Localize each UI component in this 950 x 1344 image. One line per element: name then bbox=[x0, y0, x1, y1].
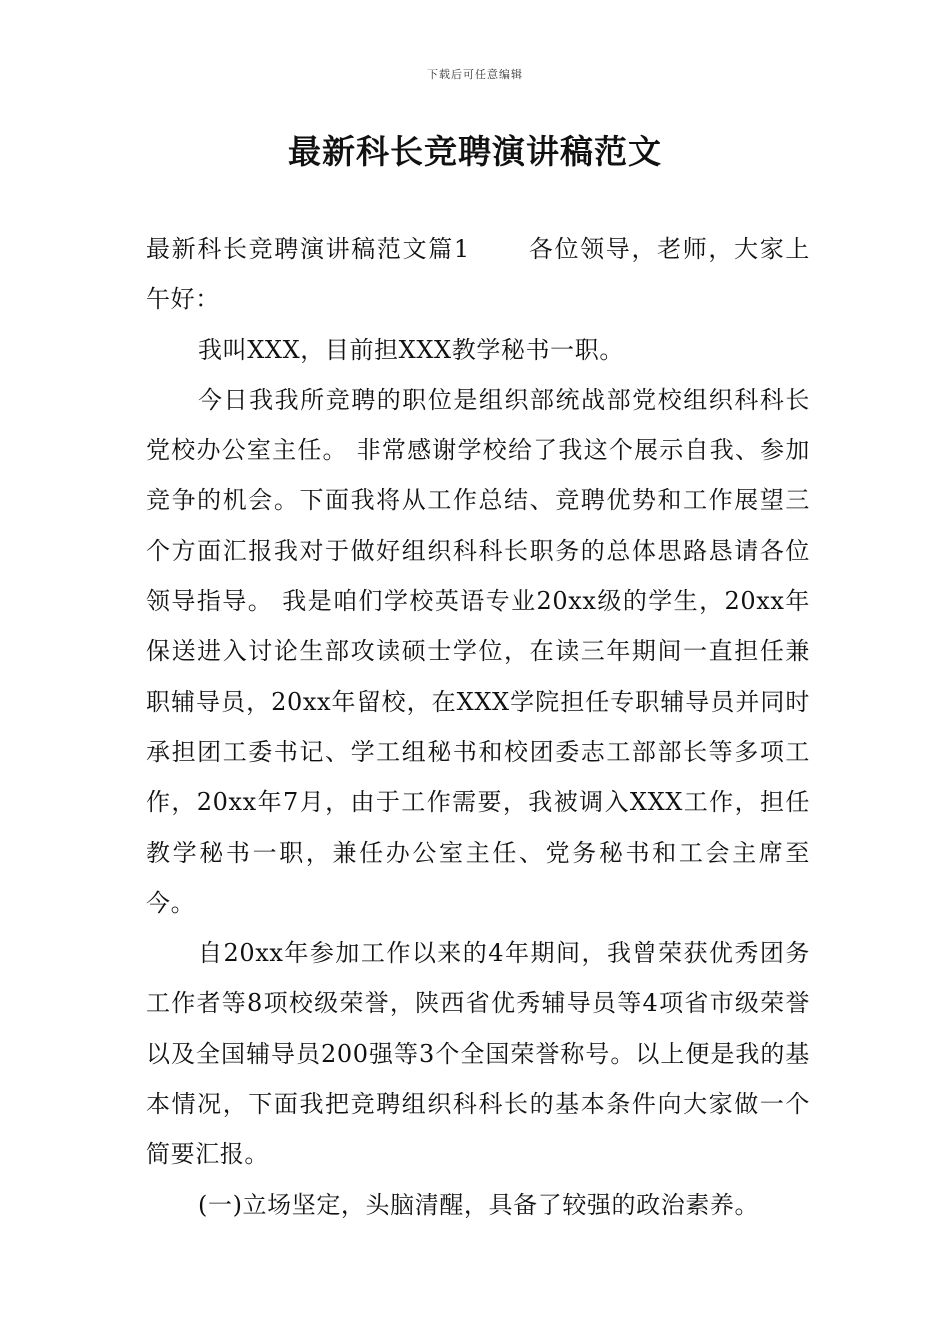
paragraph-3: 自20xx年参加工作以来的4年期间，我曾荣获优秀团务工作者等8项校级荣誉，陕西省优秀辅导员等4项省市级荣誉以及全国辅导员200强等3个全国荣誉称号。以上便是我的基本情况，下面我把竞聘组织科科长的基本条件向大家做一个简要汇报。 bbox=[146, 939, 810, 1169]
greeting-text: 各位领导，老师，大家上午好： bbox=[146, 235, 810, 314]
paragraph-1: 我叫XXX，目前担XXX教学秘书一职。 bbox=[198, 335, 624, 364]
document-body bbox=[146, 224, 810, 1230]
section-heading: 最新科长竞聘演讲稿范文篇1 bbox=[146, 235, 470, 263]
intro-paragraph bbox=[146, 224, 810, 325]
paragraph-2: 今日我我所竞聘的职位是组织部统战部党校组织科科长党校办公室主任。 非常感谢学校给了我这个展示自我、参加竞争的机会。下面我将从工作总结、竞聘优势和工作展望三个方面汇报我对于做好组织科科长职务的总体思路恳请各位领导指导。 我是咱们学校英语专业20xx级的学生，20xx年保送进入讨论生部攻读硕士学位，在读三年期间一直担任兼职辅导员，20xx年留校，在XXX学院担任专职辅导员并同时承担团工委书记、学工组秘书和校团委志工部部长等多项工作，20xx年7月，由于工作需要，我被调入XXX工作，担任教学秘书一职，兼任办公室主任、党务秘书和工会主席至今。 bbox=[146, 385, 810, 917]
header-note: 下载后可任意编辑 bbox=[427, 68, 523, 81]
document-title: 最新科长竞聘演讲稿范文 bbox=[288, 132, 662, 171]
paragraph-4: (一)立场坚定，头脑清醒，具备了较强的政治素养。 bbox=[198, 1190, 760, 1219]
